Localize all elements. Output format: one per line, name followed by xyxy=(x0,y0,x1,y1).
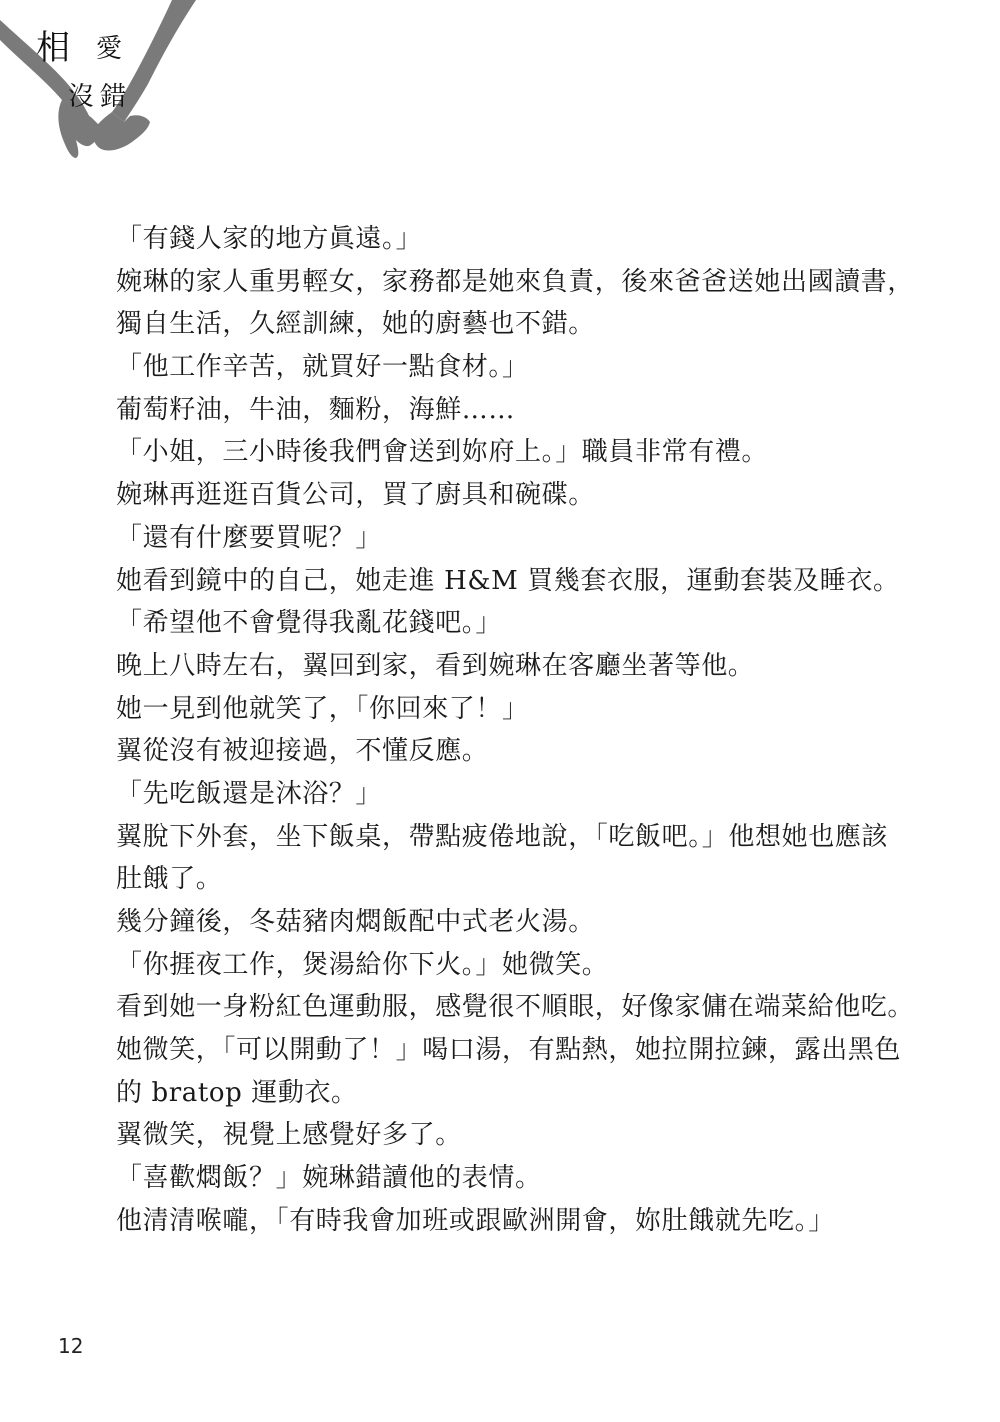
text-line: 看到她一身粉紅色運動服，感覺很不順眼，好像家傭在端菜給他吃。 xyxy=(116,992,915,1023)
text-line: 幾分鐘後，冬菇豬肉燜飯配中式老火湯。 xyxy=(116,907,595,937)
text-line: 「他工作辛苦，就買好一點食材。」 xyxy=(116,352,529,383)
text-line: 婉琳再逛逛百貨公司，買了廚具和碗碟。 xyxy=(116,480,595,511)
book-title-part2: 愛 xyxy=(96,34,123,64)
text-line: 獨自生活，久經訓練，她的廚藝也不錯。 xyxy=(116,309,595,340)
text-line: 翼從沒有被迎接過，不懂反應。 xyxy=(116,736,489,767)
text-line: 晚上八時左右，翼回到家，看到婉琳在客廳坐著等他。 xyxy=(116,650,755,681)
text-line: 婉琳的家人重男輕女，家務都是她來負責，後來爸爸送她出國讀書， xyxy=(116,266,915,297)
text-line: 「你捱夜工作，煲湯給你下火。」她微笑。 xyxy=(116,949,609,980)
text-line: 的 bratop 運動衣。 xyxy=(116,1077,358,1108)
text-line: 「小姐，三小時後我們會送到妳府上。」職員非常有禮。 xyxy=(116,437,769,468)
text-line: 翼微笑，視覺上感覺好多了。 xyxy=(116,1120,462,1151)
text-line: 「還有什麼要買呢？」 xyxy=(116,522,383,553)
book-title-part1: 相 xyxy=(36,28,74,68)
book-title-part3: 沒錯 xyxy=(68,82,133,112)
text-line: 他清清喉嚨，「有時我會加班或跟歐洲開會，妳肚餓就先吃。」 xyxy=(116,1205,835,1236)
story-text xyxy=(116,218,915,1243)
text-line: 她一見到他就笑了，「你回來了！」 xyxy=(116,693,529,724)
text-line: 「有錢人家的地方眞遠。」 xyxy=(116,224,423,254)
text-line: 葡萄籽油，牛油，麵粉，海鮮…… xyxy=(116,394,516,425)
text-line: 她微笑，「可以開動了！」喝口湯，有點熱，她拉開拉鍊，露出黑色 xyxy=(116,1035,902,1066)
text-line: 「希望他不會覺得我亂花錢吧。」 xyxy=(116,608,503,639)
text-line: 「喜歡燜飯？」婉琳錯讀他的表情。 xyxy=(116,1163,542,1194)
text-line: 她看到鏡中的自己，她走進 H&M 買幾套衣服，運動套裝及睡衣。 xyxy=(116,565,900,596)
text-line: 翼脫下外套，坐下飯桌，帶點疲倦地說，「吃飯吧。」他想她也應該 xyxy=(116,821,889,852)
page-number: 12 xyxy=(58,1334,84,1358)
text-line: 肚餓了。 xyxy=(116,864,223,895)
text-line: 「先吃飯還是沐浴？」 xyxy=(116,778,383,809)
